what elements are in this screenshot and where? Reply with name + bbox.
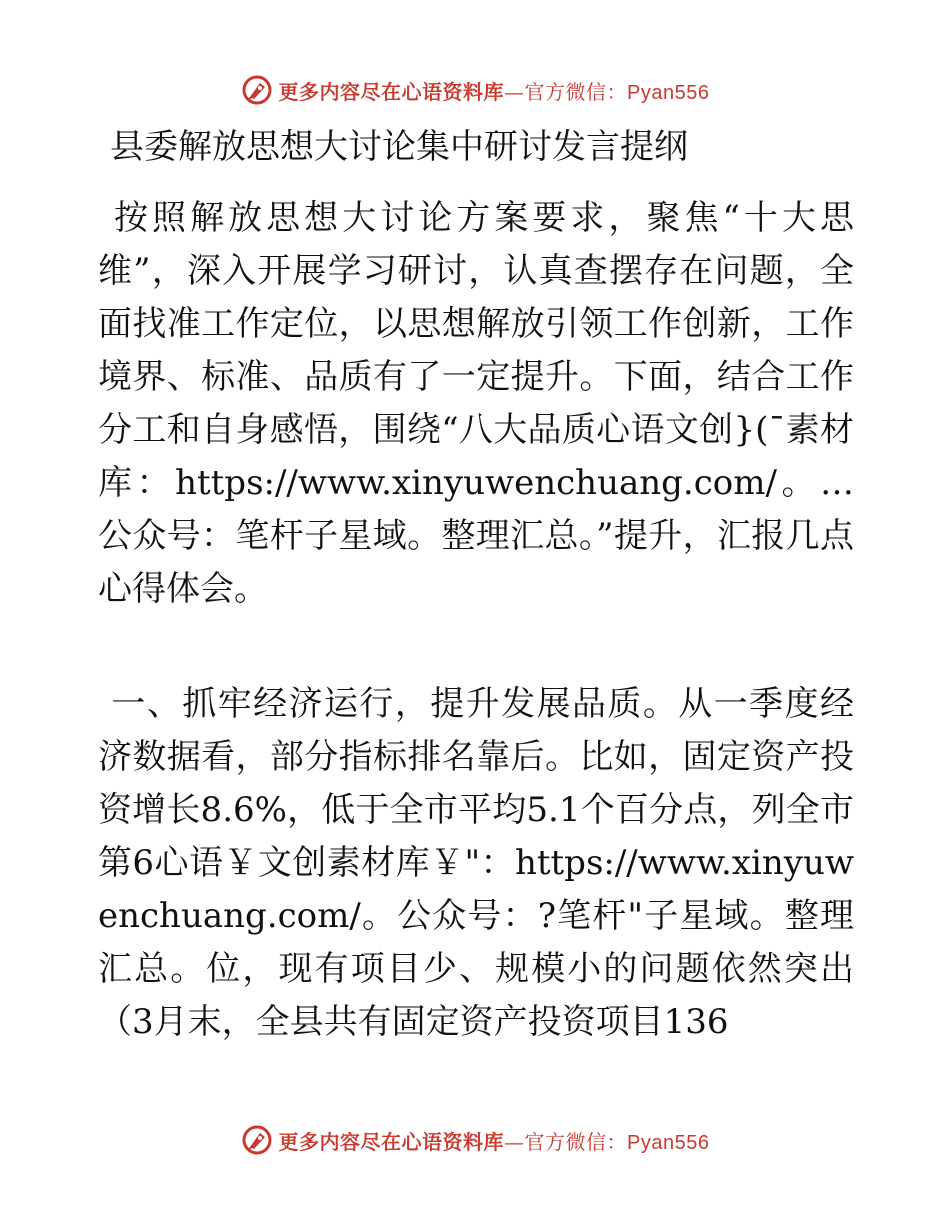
- header-banner: [0, 72, 950, 108]
- footer-banner-text: [279, 1126, 710, 1155]
- pen-nib-icon: [241, 1124, 273, 1156]
- header-banner-text: [279, 76, 710, 105]
- paragraph-section-one: [98, 678, 854, 1049]
- paragraph-text: 一、抓牢经济运行，提升发展品质。从一季度经济数据看，部分指标排名靠后。比如，固定资产投资增长8.6%，低于全市平均5.1个百分点，列全市第6心语￥文创素材库￥"：https://www.xinyuwenchuang.com/。公众号：?笔杆"子星域。整理汇总。位，现有项目少、规模小的问题依然突出（3月末，全县共有固定资产投资项目136: [98, 684, 854, 1042]
- banner-slogan: 更多内容尽在心语资料库: [278, 1129, 505, 1154]
- paragraph-text: 按照解放思想大讨论方案要求，聚焦“十大思维”，深入开展学习研讨，认真查摆存在问题，全面找准工作定位，以思想解放引领工作创新，工作境界、标准、品质有了一定提升。下面，结合工作分工和自身感悟，围绕“八大品质心语文创}(¯素材库：https://www.xinyuwenchuang.com/。…公众号：笔杆子星域。整理汇总。”提升，汇报几点心得体会。: [98, 198, 854, 609]
- banner-wechat: 官方微信：Pyan556: [524, 81, 710, 104]
- banner-separator: —: [504, 79, 525, 104]
- banner-slogan: 更多内容尽在心语资料库: [278, 79, 505, 104]
- banner-wechat: 官方微信：Pyan556: [524, 1131, 710, 1154]
- paragraph-intro: [98, 192, 854, 616]
- footer-banner: [0, 1122, 950, 1158]
- banner-separator: —: [504, 1129, 525, 1154]
- pen-nib-icon: [241, 74, 273, 106]
- document-title: 县委解放思想大讨论集中研讨发言提纲: [110, 127, 688, 167]
